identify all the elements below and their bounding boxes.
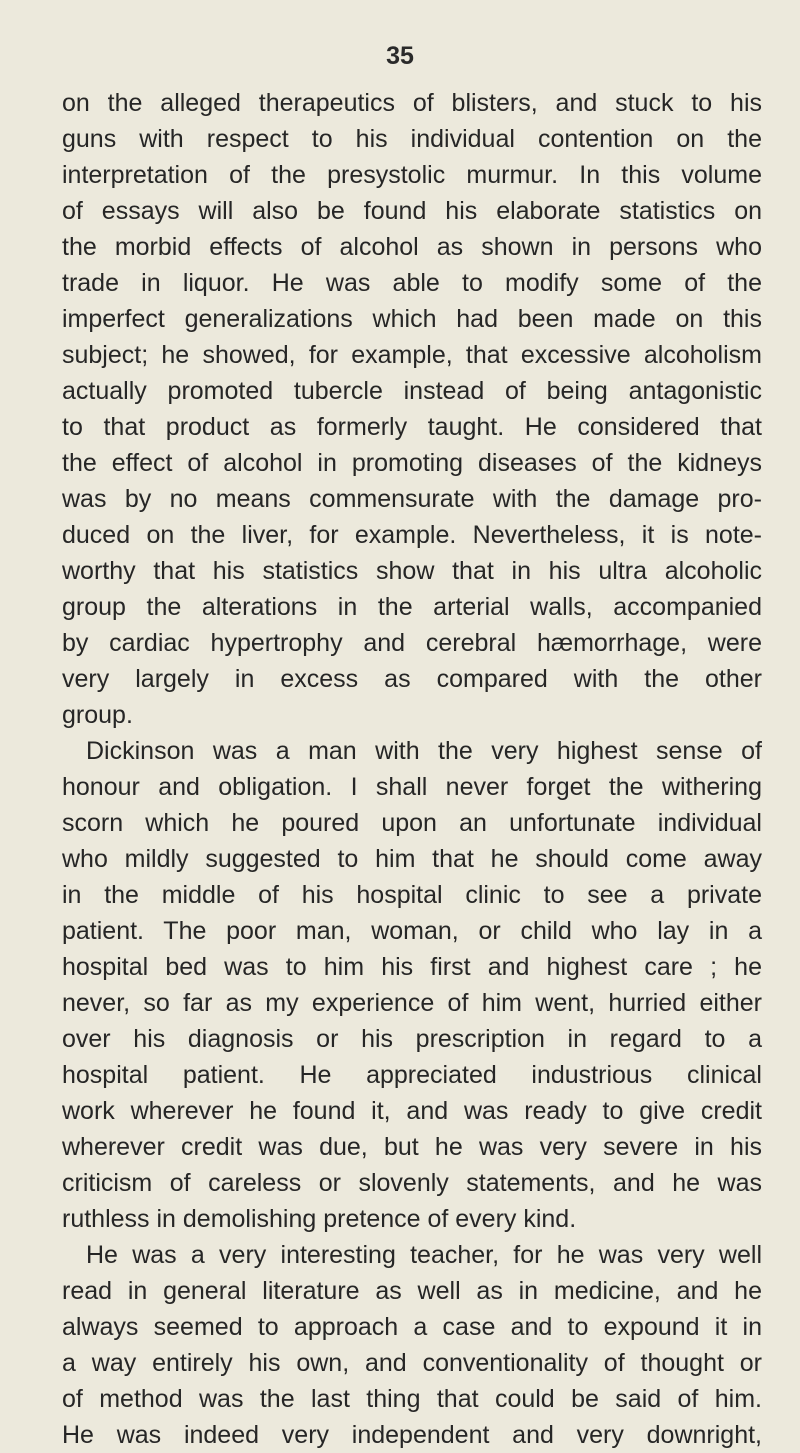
text-line: patient. The poor man, woman, or child who lay in a xyxy=(62,917,762,945)
text-line: a way entirely his own, and conventionality of thought or xyxy=(62,1349,762,1377)
text-line: He was indeed very independent and very downright, xyxy=(62,1421,762,1449)
text-line: imperfect generalizations which had been made on this xyxy=(62,305,762,333)
text-line: Dickinson was a man with the very highest sense of xyxy=(86,737,762,765)
text-line: group. xyxy=(62,701,133,729)
text-line: over his diagnosis or his prescription in regard to a xyxy=(62,1025,762,1053)
paragraph xyxy=(62,85,762,733)
text-line: always seemed to approach a case and to expound it in xyxy=(62,1313,762,1341)
text-line: hospital patient. He appreciated industrious clinical xyxy=(62,1061,762,1089)
body-text xyxy=(62,85,762,1453)
text-line: He was a very interesting teacher, for he was very well xyxy=(86,1241,762,1269)
text-line: the morbid effects of alcohol as shown in persons who xyxy=(62,233,762,261)
text-line: honour and obligation. I shall never forget the withering xyxy=(62,773,762,801)
text-line: to that product as formerly taught. He considered that xyxy=(62,413,762,441)
text-line: read in general literature as well as in medicine, and he xyxy=(62,1277,762,1305)
text-line: hospital bed was to him his first and highest care ; he xyxy=(62,953,762,981)
text-line: the effect of alcohol in promoting diseases of the kidneys xyxy=(62,449,762,477)
text-line: by cardiac hypertrophy and cerebral hæmorrhage, were xyxy=(62,629,762,657)
text-line: never, so far as my experience of him went, hurried either xyxy=(62,989,762,1017)
text-line: trade in liquor. He was able to modify some of the xyxy=(62,269,762,297)
paragraph xyxy=(62,733,762,1237)
text-line: on the alleged therapeutics of blisters, and stuck to his xyxy=(62,89,762,117)
text-line: interpretation of the presystolic murmur. In this volume xyxy=(62,161,762,189)
page-number: 35 xyxy=(386,42,414,70)
text-line: actually promoted tubercle instead of being antagonistic xyxy=(62,377,762,405)
text-line: subject; he showed, for example, that excessive alcoholism xyxy=(62,341,762,369)
text-line: criticism of careless or slovenly statements, and he was xyxy=(62,1169,762,1197)
text-line: scorn which he poured upon an unfortunate individual xyxy=(62,809,762,837)
text-line: was by no means commensurate with the damage pro- xyxy=(62,485,762,513)
text-line: wherever credit was due, but he was very severe in his xyxy=(62,1133,762,1161)
text-line: in the middle of his hospital clinic to see a private xyxy=(62,881,762,909)
paragraph xyxy=(62,1237,762,1453)
text-line: guns with respect to his individual contention on the xyxy=(62,125,762,153)
text-line: ruthless in demolishing pretence of every kind. xyxy=(62,1205,577,1233)
text-line: of method was the last thing that could be said of him. xyxy=(62,1385,762,1413)
text-line: work wherever he found it, and was ready to give credit xyxy=(62,1097,762,1125)
text-line: worthy that his statistics show that in his ultra alcoholic xyxy=(62,557,762,585)
text-line: who mildly suggested to him that he should come away xyxy=(62,845,762,873)
text-line: very largely in excess as compared with the other xyxy=(62,665,762,693)
text-line: of essays will also be found his elaborate statistics on xyxy=(62,197,762,225)
text-line: duced on the liver, for example. Nevertheless, it is note- xyxy=(62,521,762,549)
text-line: group the alterations in the arterial walls, accompanied xyxy=(62,593,762,621)
